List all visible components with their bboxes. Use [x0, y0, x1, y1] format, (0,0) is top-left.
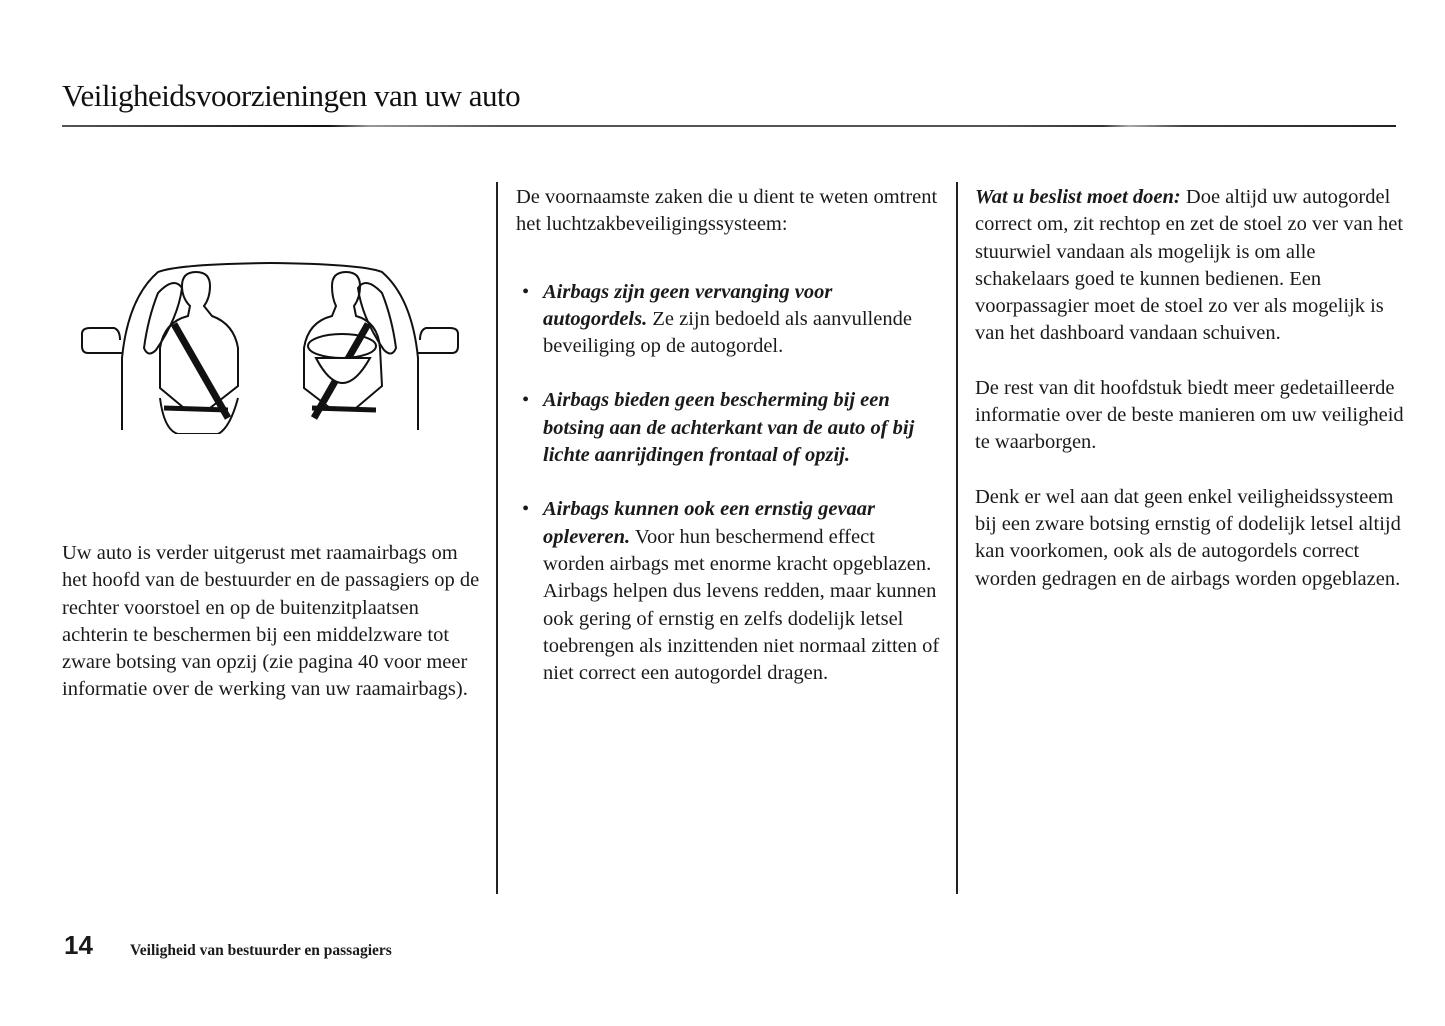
right-column [975, 184, 1410, 620]
bullet-item [516, 387, 941, 469]
instruction-paragraph [975, 184, 1410, 348]
page-title: Veiligheidsvoorzieningen van uw auto [62, 78, 521, 113]
column-divider [496, 182, 498, 894]
seatbelt-airbag-illustration [78, 258, 462, 434]
bullet-text: Ze zijn bedoeld als aanvullende beveiliging op de autogordel. [543, 307, 912, 358]
section-name: Veiligheid van bestuurder en passagiers [130, 942, 392, 959]
chapter-info-paragraph: De rest van dit hoofdstuk biedt meer gedetailleerde informatie over de beste manieren om uw veiligheid te waarborgen. [975, 376, 1404, 454]
bullet-lead: Airbags zijn geen vervanging voor autogordels. [543, 280, 833, 330]
instruction-text: Doe altijd uw autogordel correct om, zit rechtop en zet de stoel zo ver van het stuurwiel vandaan als mogelijk is om alle schakelaars goed te kunnen bedienen. Een voorpassagier moet de stoel zo ver als mogelijk is van het dashboard vandaan schuiven. [975, 186, 1404, 345]
intro-paragraph: De voornaamste zaken die u dient te weten omtrent het luchtzakbeveiligingssysteem: [516, 186, 938, 236]
header-rule [62, 125, 1396, 127]
left-column [62, 540, 482, 731]
bullet-lead: Airbags bieden geen bescherming bij een botsing aan de achterkant van de auto of bij lichte aanrijdingen frontaal of opzij. [543, 389, 915, 467]
column-divider [956, 182, 958, 894]
bullet-icon: • [522, 498, 530, 521]
raamairbags-paragraph: Uw auto is verder uitgerust met raamairbags om het hoofd van de bestuurder en de passagiers op de rechter voorstoel en op de buitenzitplaatsen achterin te beschermen bij een middelzware tot zware botsing van opzij (zie pagina 40 voor meer informatie over de werking van uw raamairbags). [62, 542, 480, 701]
instruction-lead: Wat u beslist moet doen: [975, 186, 1181, 208]
bullet-icon: • [522, 280, 530, 303]
warning-paragraph: Denk er wel aan dat geen enkel veiligheidssysteem bij een zware botsing ernstig of dodelijk letsel altijd kan voorkomen, ook als de autogordels correct worden gedragen en de airbags worden opgeblazen. [975, 485, 1401, 590]
bullet-item [516, 279, 941, 361]
page-number: 14 [64, 930, 93, 960]
middle-column [516, 184, 941, 714]
bullet-text: Voor hun beschermend effect worden airbags met enorme kracht opgeblazen. Airbags helpen dus levens redden, maar kunnen ook gering of ernstig en zelfs dodelijk letsel toebrengen als inzittenden niet normaal zitten of niet correct een autogordel dragen. [543, 525, 940, 685]
bullet-item [516, 496, 941, 687]
bullet-icon: • [522, 389, 530, 412]
bullet-lead: Airbags kunnen ook een ernstig gevaar opleveren. [543, 498, 876, 548]
